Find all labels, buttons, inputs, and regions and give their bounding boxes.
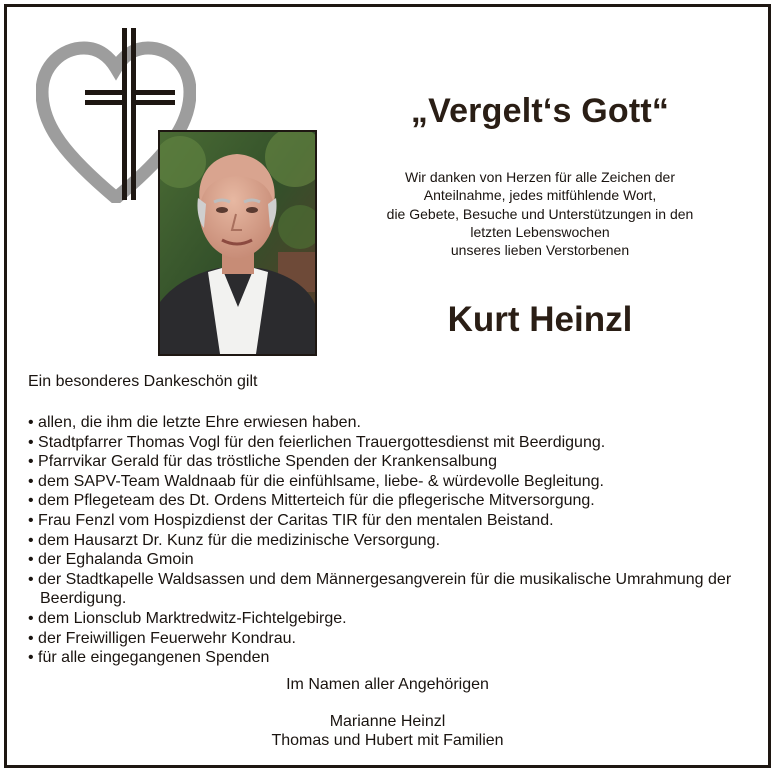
thanks-list xyxy=(28,413,748,668)
page-title: „Vergelt‘s Gott“ xyxy=(410,92,670,130)
intro-line: Wir danken von Herzen für alle Zeichen der xyxy=(404,169,676,185)
list-item: • allen, die ihm die letzte Ehre erwiesen haben. xyxy=(28,413,748,433)
list-item: • dem Hausarzt Dr. Kunz für die medizinische Versorgung. xyxy=(28,531,748,551)
intro-text xyxy=(340,168,740,259)
intro-line: die Gebete, Besuche und Unterstützungen in den xyxy=(386,205,694,222)
list-item: • dem Pflegeteam des Dt. Ordens Mitterteich für die pflegerische Mitversorgung. xyxy=(28,491,748,511)
closing-line: Im Namen aller Angehörigen xyxy=(286,676,489,693)
list-item: • Frau Fenzl vom Hospizdienst der Caritas TIR für den mentalen Beistand. xyxy=(28,511,748,531)
signer-line: Thomas und Hubert mit Familien xyxy=(271,732,504,749)
intro-line: unseres lieben Verstorbenen xyxy=(450,242,630,259)
list-item: • Stadtpfarrer Thomas Vogl für den feierlichen Trauergottesdienst mit Beerdigung. xyxy=(28,433,748,453)
list-item: • für alle eingegangenen Spenden xyxy=(28,648,748,668)
list-item: • dem SAPV-Team Waldnaab für die einfühlsame, liebe- & würdevolle Begleitung. xyxy=(28,472,748,492)
intro-line: Anteilnahme, jedes mitfühlende Wort, xyxy=(423,187,657,204)
deceased-name: Kurt Heinzl xyxy=(447,300,633,339)
list-item: • der Freiwilligen Feuerwehr Kondrau. xyxy=(28,629,748,649)
list-item: • Pfarrvikar Gerald für das tröstliche Spenden der Krankensalbung xyxy=(28,452,748,472)
thanks-heading: Ein besonderes Dankeschön gilt xyxy=(28,373,258,390)
list-item: • der Stadtkapelle Waldsassen und dem Männergesangverein für die musikalische Umrahmung der Beerdigung. xyxy=(28,570,748,609)
intro-line: letzten Lebenswochen xyxy=(470,223,610,240)
portrait-photo xyxy=(158,130,317,356)
signers xyxy=(100,712,675,750)
signer-line: Marianne Heinzl xyxy=(329,713,446,730)
list-item: • dem Lionsclub Marktredwitz-Fichtelgebirge. xyxy=(28,609,748,629)
list-item: • der Eghalanda Gmoin xyxy=(28,550,748,570)
